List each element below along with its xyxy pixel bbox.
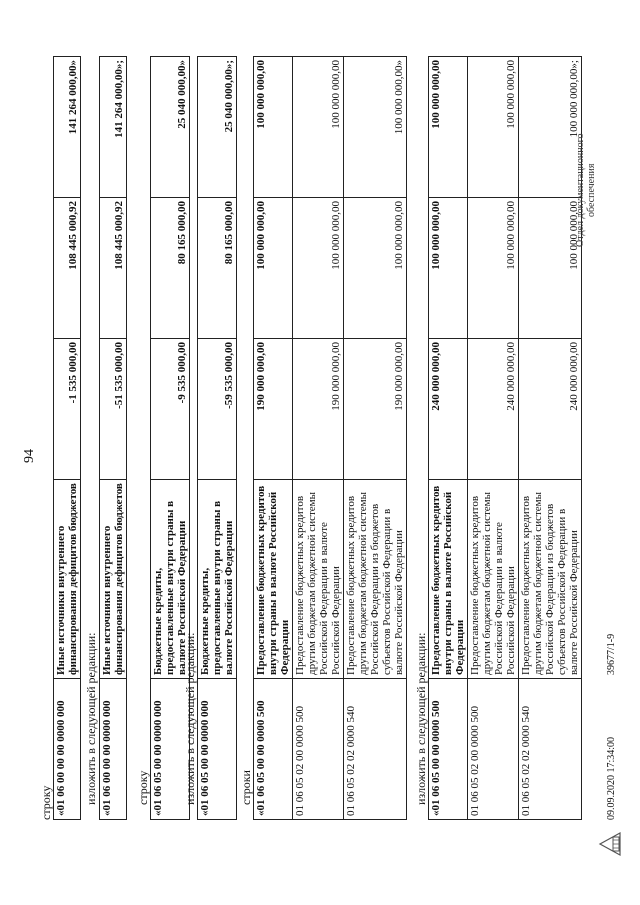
row-code: 01 06 05 02 02 0000 540	[344, 679, 407, 820]
row-value-1: -51 535 000,00	[100, 339, 127, 480]
row-name: Бюджетные кредиты, предоставленные внутри страны в валюте Российской Федерации	[198, 480, 237, 679]
intro-text: изложить в следующей редакции:	[183, 632, 197, 805]
row-value-1: 240 000 000,00	[429, 339, 468, 480]
table-row	[198, 57, 237, 820]
stamp-line-1: Отдел документационного	[575, 133, 586, 247]
table-row	[429, 57, 468, 820]
table-row	[254, 57, 293, 820]
row-value-1: -59 535 000,00	[198, 339, 237, 480]
row-value-2: 80 165 000,00	[198, 198, 237, 339]
row-value-3: 100 000 000,00	[293, 57, 344, 198]
row-code: 01 06 05 02 02 0000 540	[519, 679, 582, 820]
block-table	[428, 56, 582, 820]
row-code: «01 06 05 00 00 0000 500	[429, 679, 468, 820]
intro-text: строку	[136, 770, 150, 805]
row-name: Предоставление бюджетных кредитов другим бюджетам бюджетной системы Российской Федерации в валюте Российской Федерации	[468, 480, 519, 679]
row-value-1: 190 000 000,00	[344, 339, 407, 480]
row-name: Предоставление бюджетных кредитов другим бюджетам бюджетной системы Российской Федерации из бюджетов субъектов Российской Федерации в валюте Российской Федерации	[519, 480, 582, 679]
row-code: «01 06 05 00 00 0000 500	[254, 679, 293, 820]
row-code: 01 06 05 02 00 0000 500	[293, 679, 344, 820]
row-name: Бюджетные кредиты, предоставленные внутри страны в валюте Российской Федерации	[151, 480, 190, 679]
table-row	[293, 57, 344, 820]
table-row	[344, 57, 407, 820]
row-value-3: 100 000 000,00»;	[519, 57, 582, 198]
table-row	[519, 57, 582, 820]
row-name: Предоставление бюджетных кредитов внутри страны в валюте Российской Федерации	[254, 480, 293, 679]
page-number: 94	[22, 449, 37, 463]
row-value-3: 25 040 000,00»;	[198, 57, 237, 198]
row-value-3: 100 000 000,00	[468, 57, 519, 198]
row-value-1: 240 000 000,00	[468, 339, 519, 480]
intro-text: строки	[239, 770, 253, 805]
table-row	[468, 57, 519, 820]
row-value-2: 100 000 000,00	[519, 198, 582, 339]
table-row	[54, 57, 81, 820]
row-name: Предоставление бюджетных кредитов другим бюджетам бюджетной системы Российской Федерации из бюджетов субъектов Российской Федерации в валюте Российской Федерации	[344, 480, 407, 679]
row-value-3: 25 040 000,00»	[151, 57, 190, 198]
row-value-2: 108 445 000,92	[100, 198, 127, 339]
row-name: Иные источники внутреннего финансирования дефицитов бюджетов	[100, 480, 127, 679]
row-code: «01 06 00 00 00 0000 000	[100, 679, 127, 820]
intro-text: строку	[39, 785, 53, 820]
row-value-1: 190 000 000,00	[293, 339, 344, 480]
row-code: «01 06 05 00 00 0000 000	[151, 679, 190, 820]
row-value-3: 100 000 000,00»	[344, 57, 407, 198]
row-value-2: 80 165 000,00	[151, 198, 190, 339]
row-value-2: 100 000 000,00	[468, 198, 519, 339]
row-value-2: 100 000 000,00	[293, 198, 344, 339]
row-value-1: 240 000 000,00	[519, 339, 582, 480]
footer-doc-id: 39677/1-9	[606, 633, 617, 675]
block-table	[197, 56, 237, 820]
row-code: «01 06 05 00 00 0000 000	[198, 679, 237, 820]
stamp-text	[575, 134, 597, 247]
table-row	[100, 57, 127, 820]
block-table	[253, 56, 407, 820]
row-value-2: 100 000 000,00	[344, 198, 407, 339]
row-code: 01 06 05 02 00 0000 500	[468, 679, 519, 820]
row-code: «01 06 00 00 00 0000 000	[54, 679, 81, 820]
row-name: Иные источники внутреннего финансирования дефицитов бюджетов	[54, 480, 81, 679]
block-table	[99, 56, 127, 820]
row-value-3: 100 000 000,00	[254, 57, 293, 198]
row-value-3: 100 000 000,00	[429, 57, 468, 198]
row-name: Предоставление бюджетных кредитов другим бюджетам бюджетной системы Российской Федерации в валюте Российской Федерации	[293, 480, 344, 679]
emblem-logo-icon	[596, 829, 624, 859]
row-name: Предоставление бюджетных кредитов внутри страны в валюте Российской Федерации	[429, 480, 468, 679]
footer-timestamp: 09.09.2020 17:34:00	[606, 736, 617, 820]
block-table	[53, 56, 81, 820]
row-value-2: 108 445 000,92	[54, 198, 81, 339]
intro-text: изложить в следующей редакции:	[84, 632, 98, 805]
stamp-line-2: обеспечения	[586, 163, 597, 217]
row-value-2: 100 000 000,00	[429, 198, 468, 339]
row-value-2: 100 000 000,00	[254, 198, 293, 339]
row-value-3: 141 264 000,00»;	[100, 57, 127, 198]
row-value-1: 190 000 000,00	[254, 339, 293, 480]
row-value-3: 141 264 000,00»	[54, 57, 81, 198]
intro-text: изложить в следующей редакции:	[414, 632, 428, 805]
row-value-1: -1 535 000,00	[54, 339, 81, 480]
row-value-1: -9 535 000,00	[151, 339, 190, 480]
